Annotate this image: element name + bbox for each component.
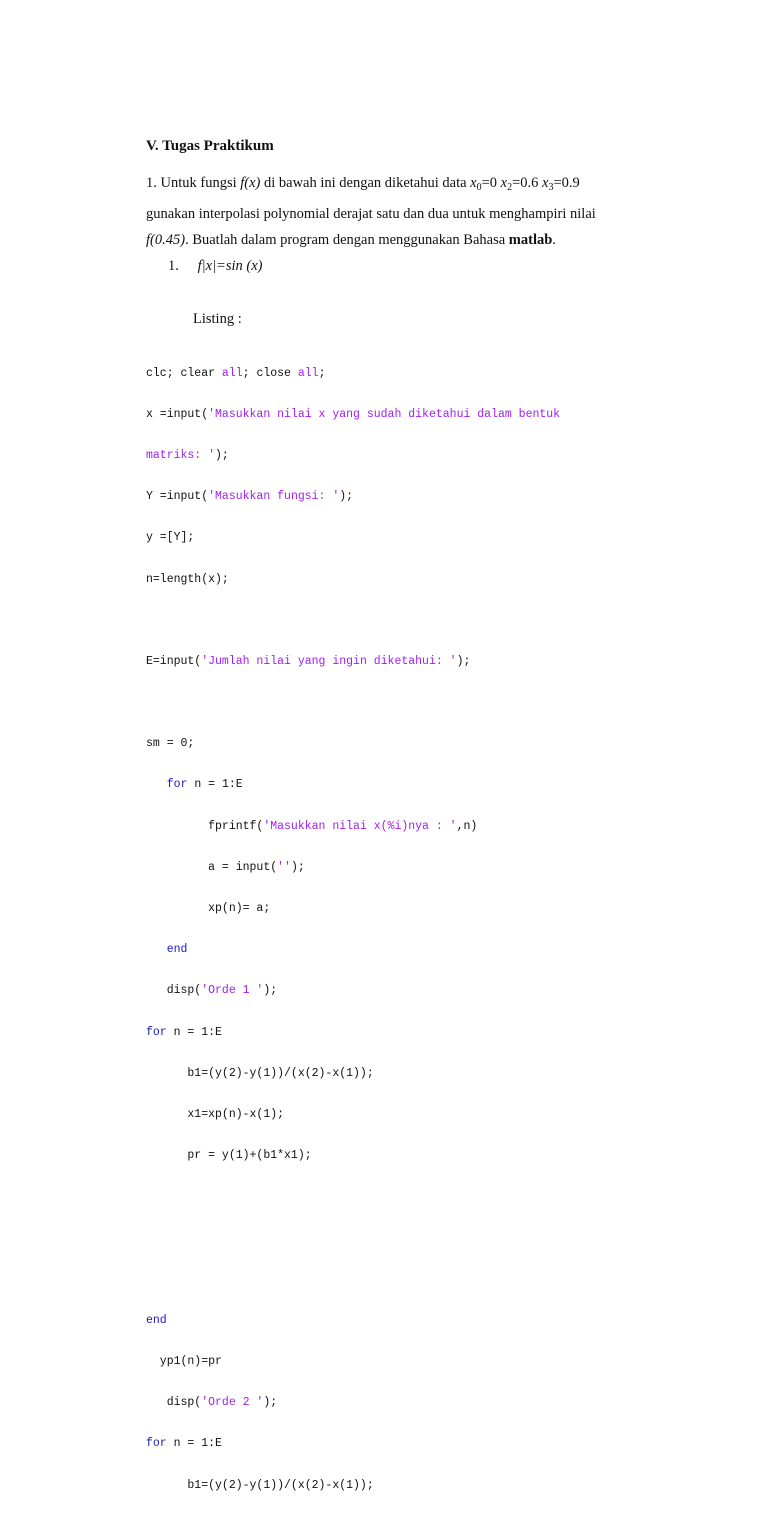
code-line: for n = 1:E <box>146 1025 222 1039</box>
x0-symbol: $x_0$ <box>470 175 482 193</box>
task-line-1: 1. Untuk fungsi f(x) di bawah ini dengan diketahui data $x_0=0$ $x_2=0.6$ $x_3=0.9$ <box>146 175 580 193</box>
code-line: yp1(n)=pr <box>146 1355 222 1369</box>
x3-symbol: $x_3$ <box>542 175 554 193</box>
code-line: disp('Orde 1 '); <box>146 984 278 998</box>
code-line: clc; clear all; close all; <box>146 366 326 380</box>
matlab-word: matlab <box>508 232 553 248</box>
listing-label: Listing : <box>193 311 242 327</box>
fx-symbol: f(x) <box>240 175 261 191</box>
code-line: n=length(x); <box>146 572 229 586</box>
code-line: disp('Orde 2 '); <box>146 1396 278 1410</box>
code-line: xp(n)= a; <box>146 902 271 916</box>
code-line: x =input('Masukkan nilai x yang sudah diketahui dalam bentuk <box>146 407 561 421</box>
x2-symbol: $x_2$ <box>500 175 513 193</box>
item-number: 1. <box>168 258 179 274</box>
code-line: fprintf('Masukkan nilai x(%i)nya : ',n) <box>146 819 478 833</box>
code-line: a = input(''); <box>146 860 305 874</box>
code-line: y =[Y]; <box>146 531 195 545</box>
code-line: end <box>166 943 188 957</box>
code-line: end <box>146 1313 167 1327</box>
code-line: b1=(y(2)-y(1))/(x(2)-x(1)); <box>146 1478 374 1492</box>
code-line: for n = 1:E <box>146 1437 222 1451</box>
code-line: E=input('Jumlah nilai yang ingin diketahui: '); <box>146 654 471 668</box>
task-line-3: f(0.45). Buatlah dalam program dengan menggunakan Bahasa matlab. <box>146 232 556 248</box>
code-line: b1=(y(2)-y(1))/(x(2)-x(1)); <box>146 1066 374 1080</box>
code-line: Y =input('Masukkan fungsi: '); <box>146 490 354 504</box>
code-line: x1=xp(n)-x(1); <box>146 1107 285 1121</box>
section-heading: V. Tugas Praktikum <box>146 138 274 154</box>
code-line: matriks: '); <box>146 448 229 462</box>
list-item-formula <box>168 258 263 275</box>
item-formula: f|x|=sin (x) <box>197 258 263 274</box>
code-line: pr = y(1)+(b1*x1); <box>146 1149 312 1163</box>
code-line: sm = 0; <box>146 737 195 751</box>
code-listing <box>146 343 560 1537</box>
task-line-2: gunakan interpolasi polynomial derajat satu dan dua untuk menghampiri nilai <box>146 206 596 222</box>
task-paragraph <box>146 170 646 253</box>
f045-symbol: f(0.45) <box>146 232 186 248</box>
code-line: for n = 1:E <box>166 778 243 792</box>
